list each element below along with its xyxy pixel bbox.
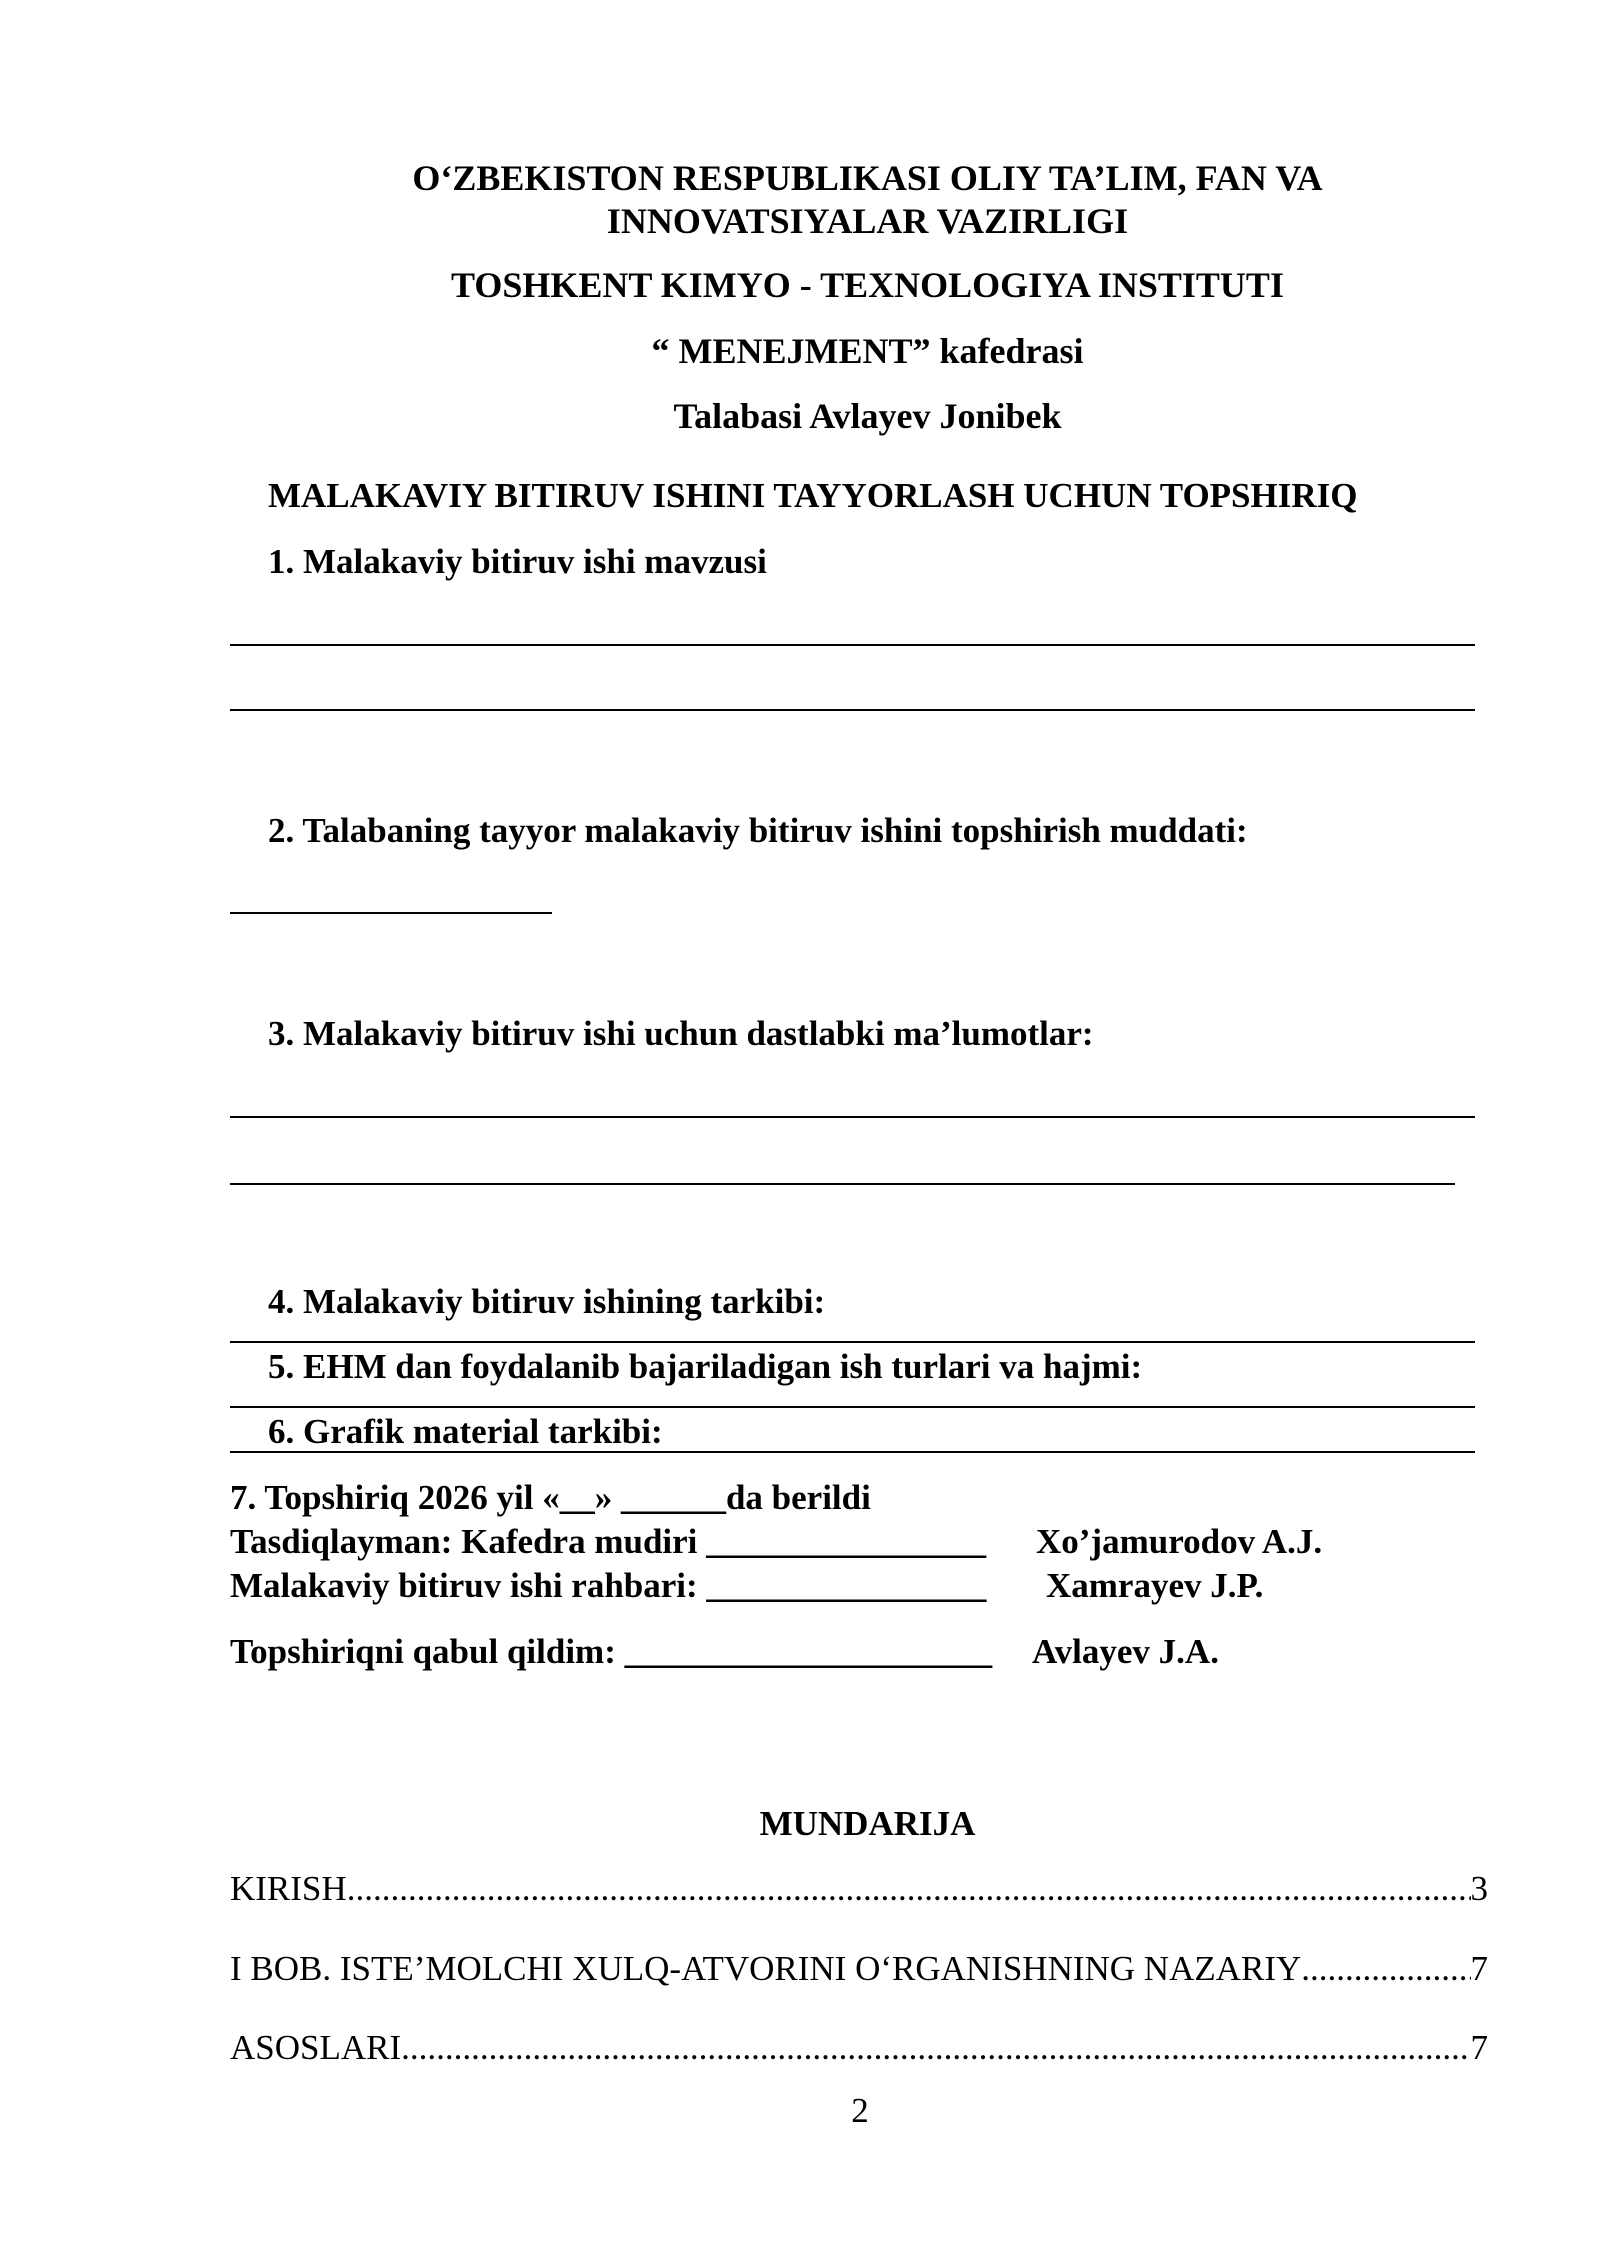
toc-entry[interactable] <box>230 1951 1488 1986</box>
toc-entry[interactable] <box>230 1871 1488 1906</box>
toc-leader-dots <box>1301 1951 1470 1986</box>
head-signature-name: Xo’jamurodov A.J. <box>1036 1522 1323 1561</box>
toc-entry-label: ASOSLARI <box>230 2028 402 2067</box>
data-line-2 <box>230 1183 1455 1185</box>
toc-entry-page: 7 <box>1470 2028 1488 2067</box>
task-item-7: 7. Topshiriq 2026 yil «__» ______da berildi <box>230 1478 871 1517</box>
graphic-material-line <box>230 1451 1475 1453</box>
task-item-4: 4. Malakaviy bitiruv ishining tarkibi: <box>268 1282 826 1321</box>
task-item-2: 2. Talabaning tayyor malakaviy bitiruv ishini topshirish muddati: <box>268 811 1248 850</box>
page-number: 2 <box>851 2091 869 2130</box>
toc-leader-dots <box>347 1871 1471 1906</box>
ministry-line-2: INNOVATSIYALAR VAZIRLIGI <box>606 201 1129 241</box>
data-line-1 <box>230 1116 1475 1118</box>
contents-title: MUNDARIJA <box>759 1804 976 1843</box>
department-name: “ MENEJMENT” kafedrasi <box>651 331 1084 371</box>
ministry-line-1: O‘ZBEKISTON RESPUBLIKASI OLIY TA’LIM, FAN VA <box>412 158 1323 198</box>
received-signature-label: Topshiriqni qabul qildim: _____________________ <box>230 1632 993 1671</box>
supervisor-signature-label: Malakaviy bitiruv ishi rahbari: ________________ <box>230 1566 987 1605</box>
institute-name: TOSHKENT KIMYO - TEXNOLOGIYA INSTITUTI <box>451 265 1284 305</box>
toc-entry[interactable] <box>230 2030 1488 2065</box>
student-name: Talabasi Avlayev Jonibek <box>673 396 1062 436</box>
deadline-line <box>230 912 552 914</box>
task-item-5: 5. EHM dan foydalanib bajariladigan ish turlari va hajmi: <box>268 1347 1143 1386</box>
task-title: MALAKAVIY BITIRUV ISHINI TAYYORLASH UCHUN TOPSHIRIQ <box>268 476 1358 515</box>
topic-line-1 <box>230 644 1475 646</box>
head-signature-label: Tasdiqlayman: Kafedra mudiri ________________ <box>230 1522 987 1561</box>
toc-entry-page: 3 <box>1470 1869 1488 1908</box>
task-item-1: 1. Malakaviy bitiruv ishi mavzusi <box>268 542 767 581</box>
toc-leader-dots <box>401 2030 1470 2065</box>
supervisor-signature-name: Xamrayev J.P. <box>1046 1566 1264 1605</box>
received-signature-name: Avlayev J.A. <box>1032 1632 1219 1671</box>
topic-line-2 <box>230 709 1475 711</box>
computer-work-line <box>230 1406 1475 1408</box>
task-item-6: 6. Grafik material tarkibi: <box>268 1412 663 1451</box>
toc-entry-label: I BOB. ISTE’MOLCHI XULQ-ATVORINI O‘RGANISHNING NAZARIY <box>230 1949 1302 1988</box>
structure-line <box>230 1341 1475 1343</box>
task-item-3: 3. Malakaviy bitiruv ishi uchun dastlabki ma’lumotlar: <box>268 1014 1094 1053</box>
toc-entry-label: KIRISH <box>230 1869 347 1908</box>
toc-entry-page: 7 <box>1470 1949 1488 1988</box>
